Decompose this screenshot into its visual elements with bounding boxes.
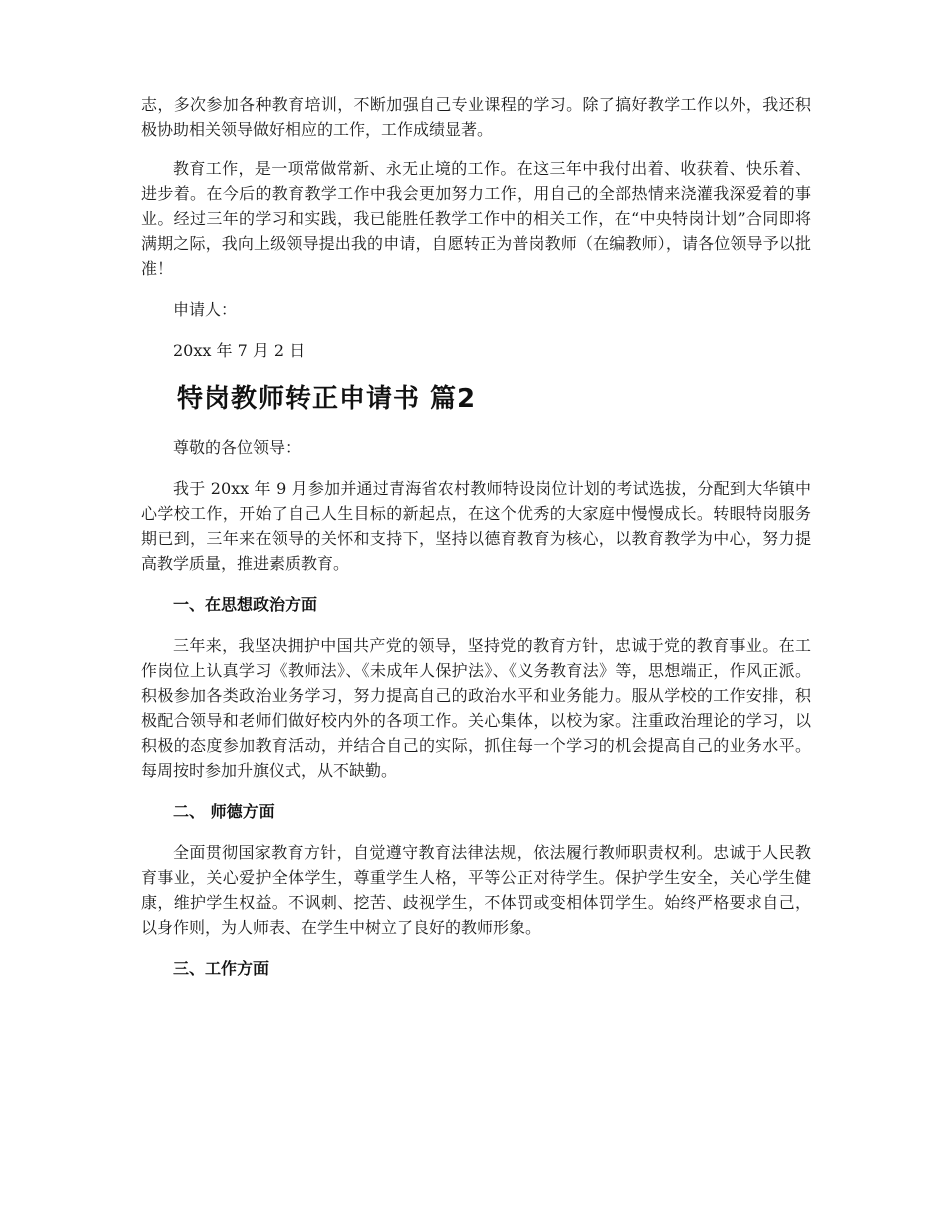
opening-paragraph: 我于 20xx 年 9 月参加并通过青海省农村教师特设岗位计划的考试选拔，分配到大华镇中心学校工作，开始了自己人生目标的新起点，在这个优秀的大家庭中慢慢成长。转眼特岗服务期已到，三年来在领导的关怀和支持下，坚持以德育教育为核心，以教育教学为中心，努力提高教学质量，推进素质教育。 [141,479,811,573]
intro-paragraph-closing: 教育工作，是一项常做常新、永无止境的工作。在这三年中我付出着、收获着、快乐着、进步着。在今后的教育教学工作中我会更加努力工作，用自己的全部热情来浇灌我深爱着的事业。经过三年的学习和实践，我已能胜任教学工作中的相关工作，在“中央特岗计划”合同即将满期之际，我向上级领导提出我的申请，自愿转正为普岗教师（在编教师），请各位领导予以批准！ [141,159,811,278]
heading-political: 一、在思想政治方面 [173,595,318,614]
heading-work: 三、工作方面 [173,959,270,978]
salutation: 尊敬的各位领导： [173,438,302,457]
application-date: 20xx 年 7 月 2 日 [173,341,306,360]
intro-paragraph-continued: 志，多次参加各种教育培训，不断加强自己专业课程的学习。除了搞好教学工作以外，我还积极协助相关领导做好相应的工作，工作成绩显著。 [141,95,811,139]
section-title: 特岗教师转正申请书 篇2 [177,384,477,414]
applicant-label: 申请人： [173,300,238,319]
document-content [141,92,811,981]
body-ethics: 全面贯彻国家教育方针，自觉遵守教育法律法规，依法履行教师职责权利。忠诚于人民教育事业，关心爱护全体学生，尊重学生人格，平等公正对待学生。保护学生安全，关心学生健康，维护学生权益。不讽刺、挖苦、歧视学生，不体罚或变相体罚学生。始终严格要求自己，以身作则，为人师表、在学生中树立了良好的教师形象。 [141,843,811,937]
heading-ethics: 二、 师德方面 [173,802,275,821]
body-political: 三年来，我坚决拥护中国共产党的领导，坚持党的教育方针，忠诚于党的教育事业。在工作岗位上认真学习《教师法》、《未成年人保护法》、《义务教育法》等，思想端正，作风正派。积极参加各类政治业务学习，努力提高自己的政治水平和业务能力。服从学校的工作安排，积极配合领导和老师们做好校内外的各项工作。关心集体，以校为家。注重政治理论的学习，以积极的态度参加教育活动，并结合自己的实际，抓住每一个学习的机会提高自己的业务水平。每周按时参加升旗仪式，从不缺勤。 [141,636,811,780]
